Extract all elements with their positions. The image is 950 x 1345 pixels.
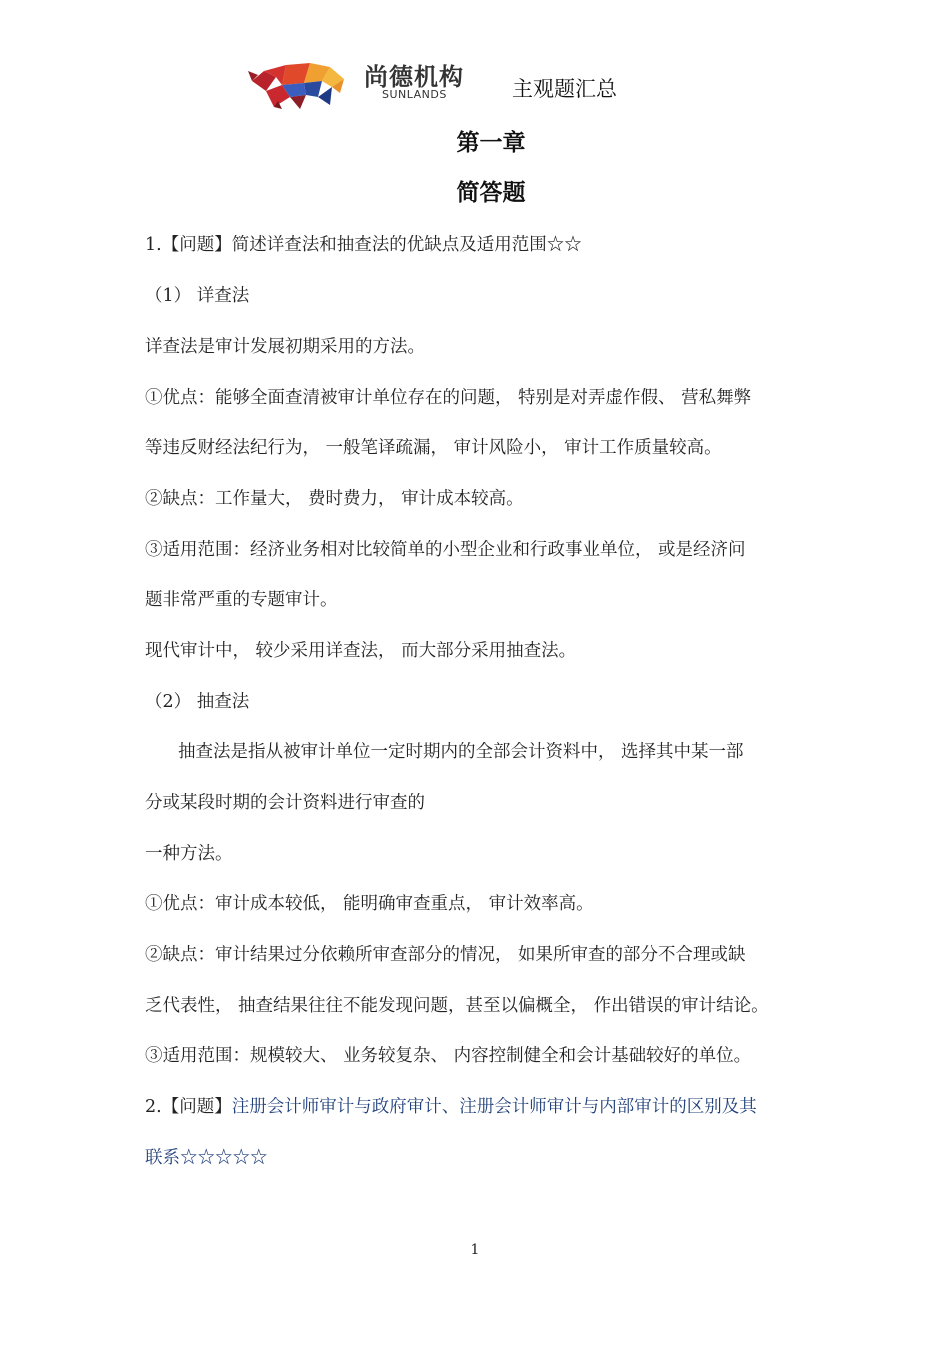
section-title: 简答题: [456, 180, 526, 206]
paragraph-line: 现代审计中， 较少采用详查法， 而大部分采用抽查法。: [145, 641, 577, 661]
paragraph-line: 一种方法。: [145, 844, 233, 864]
question-1: 1.【问题】简述详查法和抽查法的优缺点及适用范围☆☆: [145, 235, 582, 255]
brand-name-cn: 尚德机构: [364, 63, 464, 91]
page-number: 1: [470, 1242, 480, 1258]
paragraph-line: ②缺点：工作量大， 费时费力， 审计成本较高。: [145, 489, 524, 509]
question-2-continuation: 联系☆☆☆☆☆: [145, 1148, 268, 1168]
paragraph-line: 详查法是审计发展初期采用的方法。: [145, 337, 425, 357]
paragraph-line: ②缺点：审计结果过分依赖所审查部分的情况， 如果所审查的部分不合理或缺: [145, 945, 746, 965]
paragraph-line: ①优点：能够全面查清被审计单位存在的问题， 特别是对弄虚作假、 营私舞弊: [145, 388, 752, 408]
paragraph-line: ①优点：审计成本较低， 能明确审查重点， 审计效率高。: [145, 894, 594, 914]
question-2-text: 注册会计师审计与政府审计、注册会计师审计与内部审计的区别及其: [231, 1097, 757, 1117]
subheading-sampling-audit: （2） 抽查法: [145, 692, 250, 712]
chapter-title: 第一章: [456, 130, 526, 156]
paragraph-line: 分或某段时期的会计资料进行审查的: [145, 793, 425, 813]
subheading-detailed-audit: （1） 详查法: [145, 286, 250, 306]
paragraph-line: 等违反财经法纪行为， 一般笔译疏漏， 审计风险小， 审计工作质量较高。: [145, 438, 722, 458]
question-2: [145, 1093, 757, 1118]
question-2-prefix: 2.【问题】: [145, 1097, 232, 1117]
bull-logo-icon: [248, 57, 348, 111]
header-title: 主观题汇总: [512, 77, 617, 101]
paragraph-line: ③适用范围：规模较大、 业务较复杂、 内容控制健全和会计基础较好的单位。: [145, 1046, 752, 1066]
paragraph-line: 乏代表性， 抽查结果往往不能发现问题，甚至以偏概全， 作出错误的审计结论。: [145, 996, 769, 1016]
paragraph-line: ③适用范围：经济业务相对比较简单的小型企业和行政事业单位， 或是经济问: [145, 540, 746, 560]
paragraph-line: 抽查法是指从被审计单位一定时期内的全部会计资料中， 选择其中某一部: [178, 742, 744, 762]
brand-name-en: SUNLANDS: [382, 88, 447, 101]
paragraph-line: 题非常严重的专题审计。: [145, 590, 338, 610]
page-header: [248, 55, 668, 115]
